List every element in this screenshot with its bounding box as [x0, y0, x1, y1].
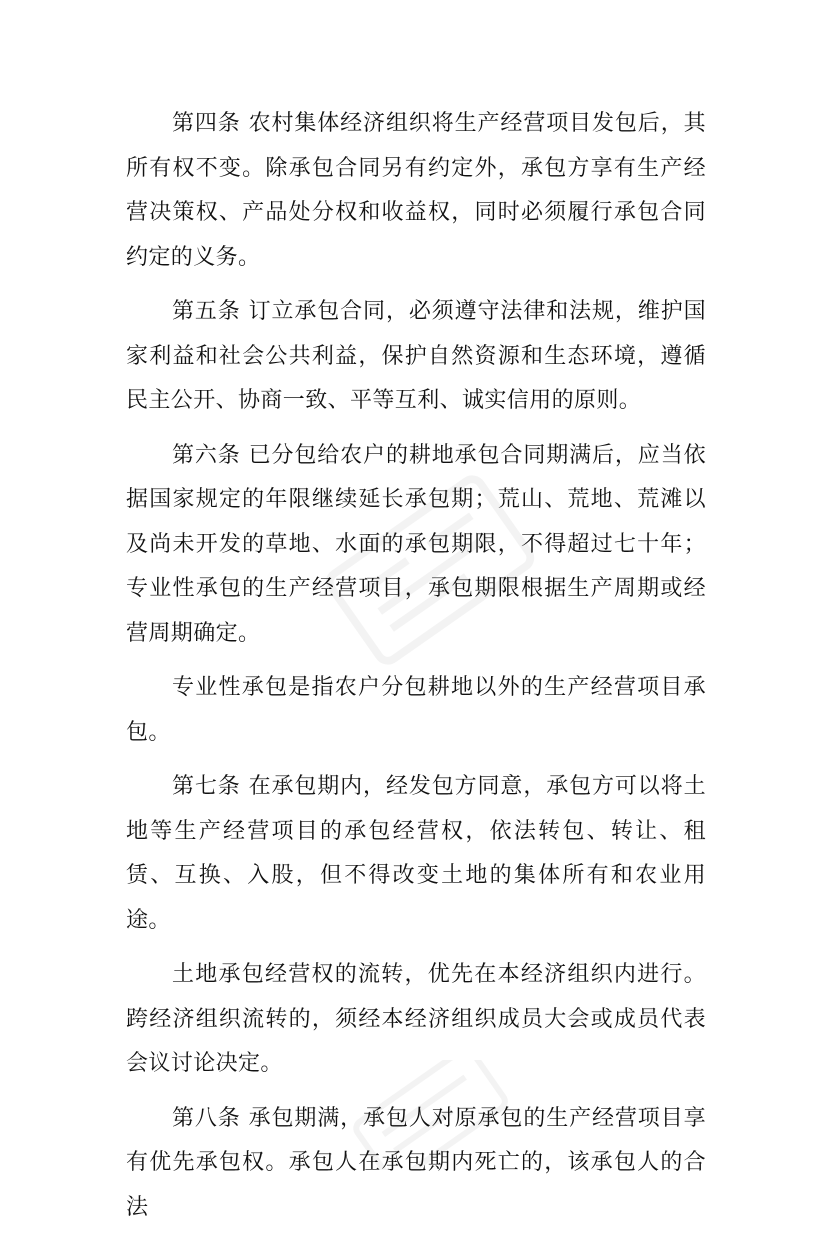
article-7-paragraph: 第七条 在承包期内，经发包方同意，承包方可以将土地等生产经营项目的承包经营权，依法转包、转让、租赁、互换、入股，但不得改变土地的集体所有和农业用途。 [126, 774, 706, 933]
article-8-paragraph: 第八条 承包期满，承包人对原承包的生产经营项目享有优先承包权。承包人在承包期内死亡的，该承包人的合法 [126, 1105, 706, 1220]
article-5-paragraph: 第五条 订立承包合同，必须遵守法律和法规，维护国家利益和社会公共利益，保护自然资源和生态环境，遵循民主公开、协商一致、平等互利、诚实信用的原则。 [126, 299, 706, 413]
article-4-paragraph: 第四条 农村集体经济组织将生产经营项目发包后，其所有权不变。除承包合同另有约定外，承包方享有生产经营决策权、产品处分权和收益权，同时必须履行承包合同约定的义务。 [126, 111, 706, 270]
document-body [126, 102, 706, 1240]
professional-contract-paragraph: 专业性承包是指农户分包耕地以外的生产经营项目承包。 [126, 675, 706, 745]
land-transfer-paragraph: 土地承包经营权的流转，优先在本经济组织内进行。跨经济组织流转的，须经本经济组织成员大会或成员代表会议讨论决定。 [126, 962, 706, 1076]
article-6-paragraph: 第六条 已分包给农户的耕地承包合同期满后，应当依据国家规定的年限继续延长承包期；荒山、荒地、荒滩以及尚未开发的草地、水面的承包期限，不得超过七十年；专业性承包的生产经营项目，承包期限根据生产周期或经营周期确定。 [126, 442, 706, 646]
